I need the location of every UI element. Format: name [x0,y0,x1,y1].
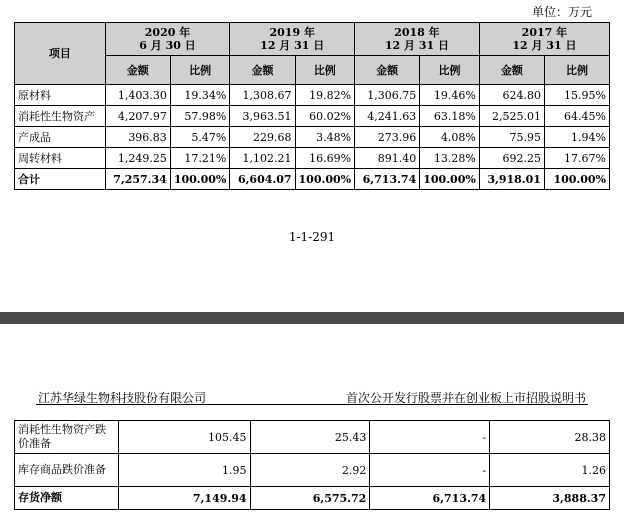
header-rule [36,404,588,405]
table-cell: 4,241.63 [355,106,420,127]
table-cell: 3.48% [295,127,355,148]
table-cell: 19.82% [295,85,355,106]
unit-label: 单位：万元 [531,5,592,19]
table-cell: 7,257.34 [105,169,170,190]
company-name-header: 江苏华绿生物科技股份有限公司 [38,391,207,405]
page-separator [0,312,624,324]
ratio-header: 比例 [420,56,480,85]
table-cell: 273.96 [355,127,420,148]
row-label: 产成品 [15,127,106,148]
table-cell: 19.34% [170,85,230,106]
table-cell: 100.00% [420,169,480,190]
table-cell: 1.94% [544,127,609,148]
table-cell: 105.45 [118,421,250,454]
table-cell: 4,207.97 [105,106,170,127]
table-cell: 891.40 [355,148,420,169]
table-header-row [15,23,610,56]
total-row [15,487,610,510]
table-cell: 6,713.74 [355,169,420,190]
table-cell: 1,249.25 [105,148,170,169]
row-label: 原材料 [15,85,106,106]
row-label: 合计 [15,169,106,190]
table-cell: 7,149.94 [118,487,250,510]
table-cell: 25.43 [250,421,370,454]
table-cell: 624.80 [479,85,544,106]
table-cell: 2,525.01 [479,106,544,127]
item-column-header: 项目 [15,23,106,85]
row-label: 存货净额 [15,487,119,510]
table-cell: 13.28% [420,148,480,169]
table-cell: 5.47% [170,127,230,148]
table-cell: 3,918.01 [479,169,544,190]
table-row [15,85,610,106]
inventory-composition-table [14,22,610,190]
period-header: 2017 年 12 月 31 日 [479,23,609,56]
row-label: 周转材料 [15,148,106,169]
amount-header: 金额 [355,56,420,85]
table-cell: 16.69% [295,148,355,169]
table-cell: 100.00% [544,169,609,190]
table-cell: 396.83 [105,127,170,148]
table-cell: - [370,421,490,454]
row-label: 消耗性生物资产跌价准备 [15,421,119,454]
table-cell: 1,102.21 [230,148,295,169]
table-cell: 1,306.75 [355,85,420,106]
table-cell: 6,713.74 [370,487,490,510]
table-cell: 6,575.72 [250,487,370,510]
table-row [15,106,610,127]
table-cell: 692.25 [479,148,544,169]
period-header: 2020 年 6 月 30 日 [105,23,230,56]
table-cell: 19.46% [420,85,480,106]
total-row [15,169,610,190]
page-number: 1-1-291 [288,230,336,244]
table-cell: 6,604.07 [230,169,295,190]
table-row [15,148,610,169]
table-cell: 64.45% [544,106,609,127]
amount-header: 金额 [105,56,170,85]
table-row [15,127,610,148]
inventory-provision-table [14,420,610,510]
row-label: 库存商品跌价准备 [15,454,119,487]
period-header: 2018 年 12 月 31 日 [355,23,480,56]
table-cell: 57.98% [170,106,230,127]
table-cell: 229.68 [230,127,295,148]
table-cell: 4.08% [420,127,480,148]
table-cell: 3,963.51 [230,106,295,127]
period-header: 2019 年 12 月 31 日 [230,23,355,56]
ratio-header: 比例 [295,56,355,85]
table-cell: 1.95 [118,454,250,487]
table-cell: 3,888.37 [490,487,610,510]
table-cell: 63.18% [420,106,480,127]
table-cell: 1,403.30 [105,85,170,106]
document-title-header: 首次公开发行股票并在创业板上市招股说明书 [345,391,586,405]
table-cell: - [370,454,490,487]
table-cell: 2.92 [250,454,370,487]
row-label: 消耗性生物资产 [15,106,106,127]
table-row [15,454,610,487]
amount-header: 金额 [230,56,295,85]
ratio-header: 比例 [170,56,230,85]
table-cell: 17.67% [544,148,609,169]
table-cell: 100.00% [295,169,355,190]
table-cell: 75.95 [479,127,544,148]
table-cell: 1,308.67 [230,85,295,106]
table-cell: 28.38 [490,421,610,454]
table-cell: 100.00% [170,169,230,190]
table-cell: 1.26 [490,454,610,487]
amount-header: 金额 [479,56,544,85]
table-cell: 15.95% [544,85,609,106]
table-cell: 17.21% [170,148,230,169]
ratio-header: 比例 [544,56,609,85]
table-row [15,421,610,454]
table-cell: 60.02% [295,106,355,127]
